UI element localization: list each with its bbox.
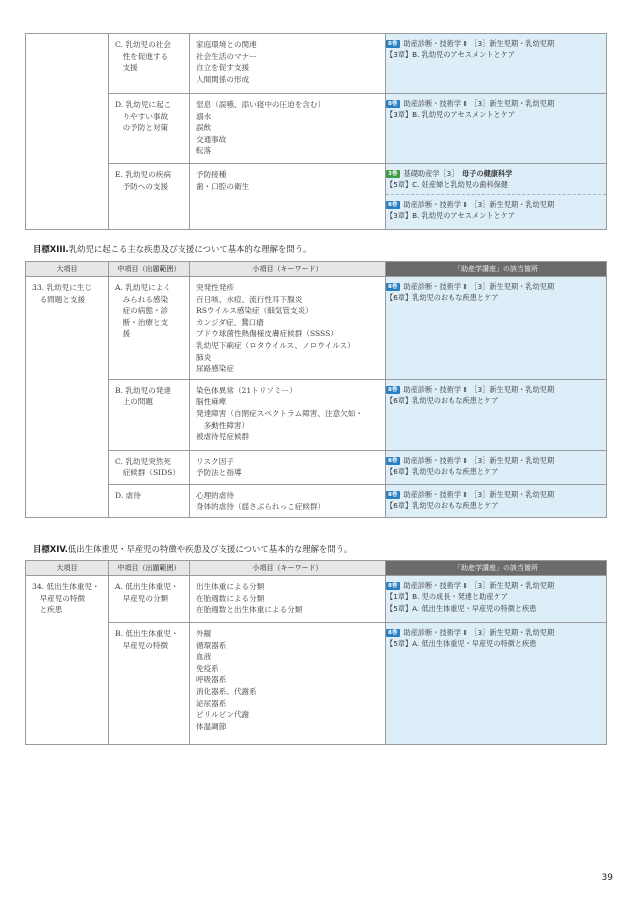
header-reference: 「助産学講座」の該当箇所 <box>386 561 607 576</box>
middle-item: B. 低出生体重児・ 早産児の特徴 <box>109 623 190 745</box>
goal-text: 乳幼児に起こる主な疾患及び支援について基本的な理解を問う。 <box>68 244 312 254</box>
reference-cell <box>386 94 607 164</box>
header-middle: 中項目（出題範囲） <box>109 561 190 576</box>
middle-item: A. 低出生体重児・ 早産児の分類 <box>109 576 190 623</box>
reference-cell <box>386 379 607 450</box>
volume-badge: 3巻 <box>388 171 398 177</box>
volume-badge: 8巻 <box>388 583 398 589</box>
header-middle: 中項目（出題範囲） <box>109 262 190 277</box>
goal-number: 目標XIII. <box>33 244 69 254</box>
reference-cell <box>386 484 607 517</box>
book-title: 助産診断・技術学 Ⅱ ［3］新生児期・乳幼児期 <box>403 39 555 48</box>
middle-item: D. 虐待 <box>109 484 190 517</box>
major-item: 33. 乳幼児に生じ る問題と支援 <box>26 277 109 518</box>
volume-badge: 8巻 <box>388 630 398 636</box>
book-title: 基礎助産学［3］ <box>403 169 455 178</box>
header-minor: 小項目（キーワード） <box>190 262 386 277</box>
reference-cell <box>386 623 607 745</box>
book-title: 助産診断・技術学 Ⅱ ［3］新生児期・乳幼児期 <box>403 581 555 590</box>
major-cell-empty <box>26 34 109 230</box>
reference-cell <box>386 450 607 484</box>
chapter-ref: 【6章】乳幼児のおもな疾患とケア <box>386 396 499 406</box>
middle-item: D. 乳幼児に起こ りやすい事故 の予防と対策 <box>109 94 190 164</box>
header-reference: 「助産学講座」の該当箇所 <box>386 262 607 277</box>
book-title: 助産診断・技術学 Ⅱ ［3］新生児期・乳幼児期 <box>403 384 555 394</box>
minor-item: 出生体重による分類 在胎週数による分類 在胎週数と出生体重による分類 <box>190 576 386 623</box>
chapter-ref: 【5章】A. 低出生体重児・早産児の特徴と疾患 <box>386 603 537 613</box>
minor-item: リスク因子 予防法と指導 <box>190 450 386 484</box>
header-major: 大項目 <box>26 262 109 277</box>
reference-cell <box>386 576 607 623</box>
middle-item: C. 乳幼児突然死 症候群（SIDS） <box>109 450 190 484</box>
goal-number: 目標XIV. <box>33 544 68 554</box>
book-title: 助産診断・技術学 Ⅱ ［3］新生児期・乳幼児期 <box>403 99 555 108</box>
goal-heading <box>33 243 311 255</box>
table-section-continued <box>25 33 607 230</box>
chapter-ref: 【3章】B. 乳幼児のアセスメントとケア <box>386 211 516 221</box>
volume-badge: 8巻 <box>388 491 398 498</box>
chapter-ref: 【3章】B. 乳幼児のアセスメントとケア <box>386 110 516 120</box>
header-major: 大項目 <box>26 561 109 576</box>
middle-item: E. 乳幼児の疾病 予防への支援 <box>109 164 190 230</box>
book-subtitle: 母子の健康科学 <box>462 169 513 178</box>
chapter-ref: 【6章】乳幼児のおもな疾患とケア <box>386 501 499 511</box>
minor-item: 外観 循環器系 血液 免疫系 呼吸器系 消化器系、代謝系 泌尿器系 ビリルビン代謝 体温調節 <box>190 623 386 745</box>
volume-badge: 8巻 <box>388 457 398 464</box>
minor-item: 家庭環境との関連 社会生活のマナー 自立を促す支援 人間関係の形成 <box>190 34 386 94</box>
volume-badge: 8巻 <box>388 284 398 290</box>
reference-cell <box>386 34 607 94</box>
book-title: 助産診断・技術学 Ⅱ ［3］新生児期・乳幼児期 <box>403 628 555 637</box>
goal-text: 低出生体重児・早産児の特徴や疾患及び支援について基本的な理解を問う。 <box>67 544 353 554</box>
volume-badge: 8巻 <box>388 101 398 107</box>
chapter-ref: 【6章】乳幼児のおもな疾患とケア <box>386 293 499 303</box>
volume-badge: 8巻 <box>388 41 398 47</box>
book-title: 助産診断・技術学 Ⅱ ［3］新生児期・乳幼児期 <box>403 199 555 209</box>
middle-item: A. 乳幼児によく みられる感染 症の病態・診 断・治療と支 援 <box>109 277 190 380</box>
minor-item: 窒息（誤嚥、添い寝中の圧迫を含む） 溺水 誤飲 交通事故 転落 <box>190 94 386 164</box>
book-title: 助産診断・技術学 Ⅱ ［3］新生児期・乳幼児期 <box>403 282 555 291</box>
header-minor: 小項目（キーワード） <box>190 561 386 576</box>
book-title: 助産診断・技術学 Ⅱ ［3］新生児期・乳幼児期 <box>403 489 555 499</box>
middle-item: B. 乳幼児の発達 上の問題 <box>109 379 190 450</box>
reference-cell <box>386 277 607 380</box>
volume-badge: 8巻 <box>388 201 398 208</box>
middle-item: C. 乳幼児の社会 性を促進する 支援 <box>109 34 190 94</box>
chapter-ref: 【6章】乳幼児のおもな疾患とケア <box>386 467 499 477</box>
minor-item: 心理的虐待 身体的虐待（揺さぶられっこ症候群） <box>190 484 386 517</box>
minor-item: 突発性発疹 百日咳、水痘、流行性耳下腺炎 RSウイルス感染症（細気管支炎） カンジダ症、鵞口瘡 ブドウ球菌性熱傷様皮膚症候群（SSSS） 乳幼児下痢症（ロタウイルス、ノロウイルス） 肺炎 尿路感染症 <box>190 277 386 380</box>
chapter-ref: 【5章】A. 低出生体重児・早産児の特徴と疾患 <box>386 639 537 649</box>
book-title: 助産診断・技術学 Ⅱ ［3］新生児期・乳幼児期 <box>403 455 555 465</box>
chapter-ref: 【1章】B. 児の成長・発達と助産ケア <box>386 592 508 602</box>
major-item: 34. 低出生体重児・ 早産児の特徴 と疾患 <box>26 576 109 745</box>
minor-item: 予防接種 歯・口腔の衛生 <box>190 164 386 230</box>
minor-item: 染色体異常（21トリソミー） 脳性麻痺 発達障害（自閉症スペクトラム障害、注意欠如・ 多動性障害） 被虐待児症候群 <box>190 379 386 450</box>
reference-cell <box>386 164 607 230</box>
goal-heading <box>33 543 353 555</box>
volume-badge: 8巻 <box>388 386 398 393</box>
chapter-ref: 【3章】B. 乳幼児のアセスメントとケア <box>386 50 516 60</box>
table-goal-14 <box>25 560 607 745</box>
table-goal-13 <box>25 261 607 518</box>
chapter-ref: 【5章】C. 妊産婦と乳幼児の歯科保健 <box>386 180 508 190</box>
page-number: 39 <box>601 873 613 883</box>
